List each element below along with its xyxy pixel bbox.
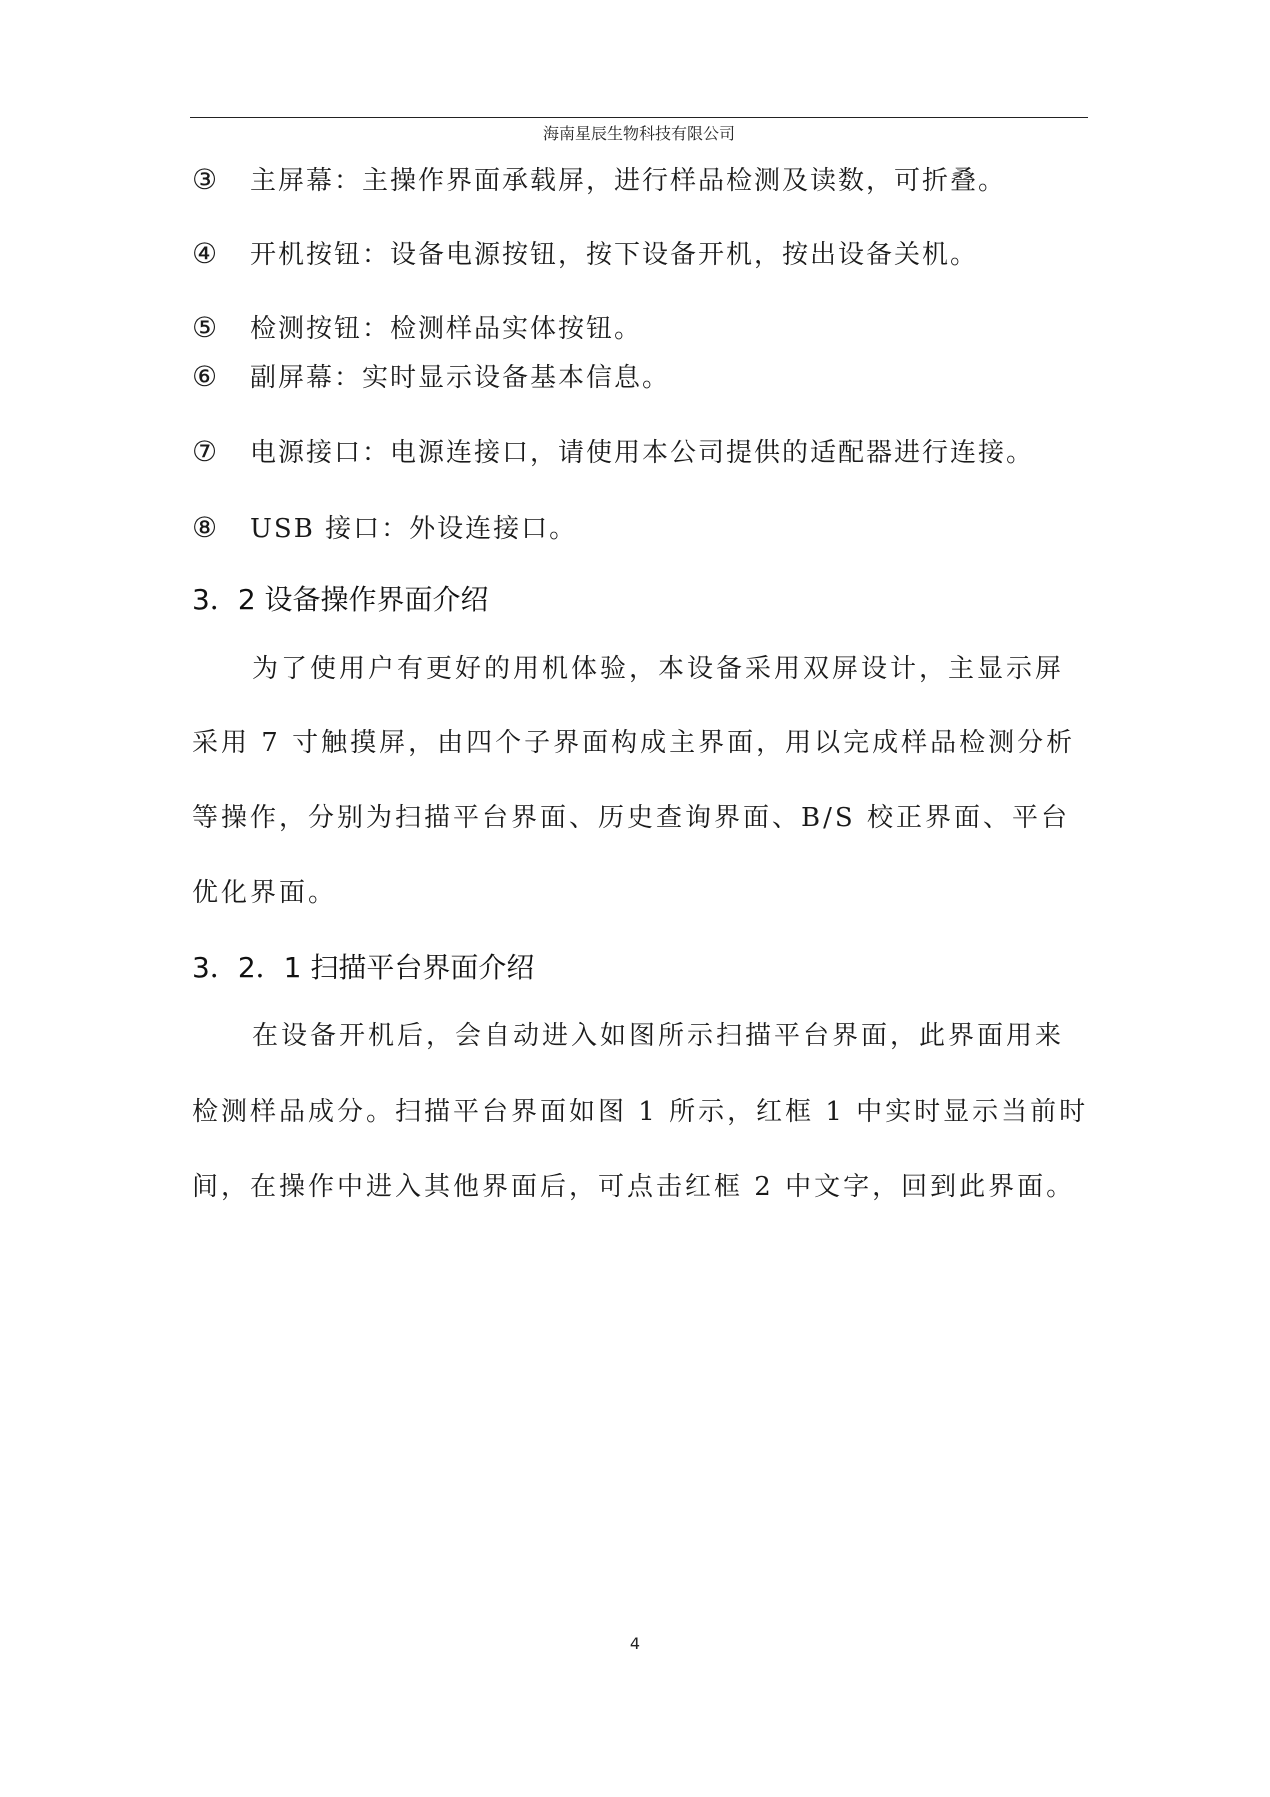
item-number: ⑦ <box>192 435 218 468</box>
header-rule <box>190 117 1088 118</box>
item-text: 检测按钮：检测样品实体按钮。 <box>250 314 643 344</box>
item-number: ③ <box>192 163 218 196</box>
item-text: USB 接口：外设连接口。 <box>250 514 578 544</box>
item-text: 主屏幕：主操作界面承载屏，进行样品检测及读数，可折叠。 <box>250 166 1007 196</box>
item-number: ⑥ <box>192 360 218 393</box>
header-company: 海南星辰生物科技有限公司 <box>542 124 735 143</box>
item-number: ④ <box>192 237 218 270</box>
paragraph-line: 优化界面。 <box>192 878 338 908</box>
paragraph-line: 检测样品成分。扫描平台界面如图 1 所示，红框 1 中实时显示当前时 <box>192 1097 1089 1127</box>
component-item-7 <box>192 432 1034 469</box>
item-number: ⑤ <box>192 311 218 344</box>
paragraph-line: 等操作，分别为扫描平台界面、历史查询界面、B/S 校正界面、平台 <box>192 803 1070 833</box>
paragraph-line: 为了使用户有更好的用机体验，本设备采用双屏设计，主显示屏 <box>252 654 1065 684</box>
component-item-6 <box>192 357 670 394</box>
section-heading-3-2-1: 3．2．1 扫描平台界面介绍 <box>192 951 535 984</box>
paragraph-line: 采用 7 寸触摸屏，由四个子界面构成主界面，用以完成样品检测分析 <box>192 728 1076 758</box>
section-heading-3-2: 3．2 设备操作界面介绍 <box>192 583 489 616</box>
component-item-3 <box>192 160 1006 197</box>
paragraph-line: 间，在操作中进入其他界面后，可点击红框 2 中文字，回到此界面。 <box>192 1172 1076 1202</box>
paragraph-line: 在设备开机后，会自动进入如图所示扫描平台界面，此界面用来 <box>252 1021 1065 1051</box>
component-item-4 <box>192 234 978 271</box>
item-text: 开机按钮：设备电源按钮，按下设备开机，按出设备关机。 <box>250 240 979 270</box>
component-item-8 <box>192 508 577 545</box>
item-text: 副屏幕：实时显示设备基本信息。 <box>250 363 671 393</box>
page-number: 4 <box>629 1634 641 1653</box>
item-number: ⑧ <box>192 511 218 544</box>
component-item-5 <box>192 308 642 345</box>
item-text: 电源接口：电源连接口，请使用本公司提供的适配器进行连接。 <box>250 438 1035 468</box>
